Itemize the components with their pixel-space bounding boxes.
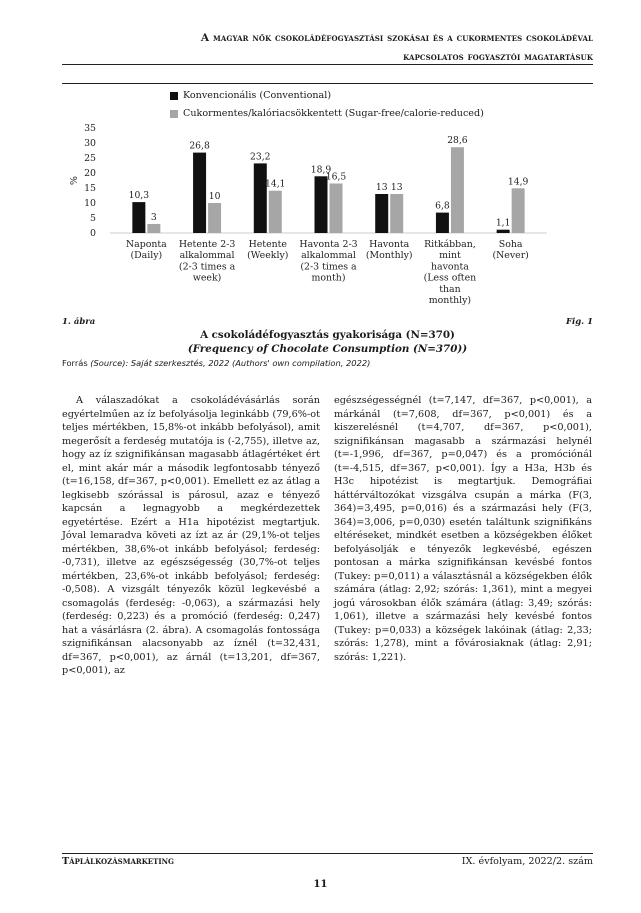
bar-sugar-free bbox=[147, 224, 160, 233]
x-tick-label: (2-3 times a bbox=[178, 261, 236, 273]
x-tick-label: Naponta bbox=[125, 239, 167, 250]
data-label: 13 bbox=[375, 182, 388, 193]
data-label: 10 bbox=[208, 191, 221, 202]
data-label: 18,9 bbox=[310, 164, 332, 176]
data-label: 14,1 bbox=[265, 178, 286, 190]
header-rule bbox=[62, 64, 593, 65]
x-tick-label: (Daily) bbox=[130, 250, 163, 262]
body-paragraph-right: egészségességnél (t=7,147, df=367, p<0,001), a márkánál (t=7,608, df=367, p<0,001) és a kiszerelésnél (t=4,707, df=367, p<0,001), szignifikánsan magasabb a származási helynél (t=-1,996, df=367, p=0,047) és a promóciónál (t=-4,515, df=367, p<0,001). Így a H3a, H3b és H3c hipotézist is megtartjuk. Demográfiai háttérváltozókat vizsgálva csupán a márka (F(3, 364)=3,495, p=0,016) és a származási hely (F(3, 364)=3,006, p=0,030) esetén találtunk szignifikáns eltéréseket, mindkét esetben a községekben élőket befolyásolják e tényezők legkevésbé, egészen pontosan a márka szignifikánsan kevésbé fontos (Tukey: p=0,011) a választásnál a községekben élők számára (átlag: 2,92; szórás: 1,361), mint a megyei jogú városokban élők számára (átlag: 3,49; szórás: 1,061), illetve a származási hely kevésbé fontos (Tukey: p=0,033) a községek lakóinak (átlag: 2,33; szórás: 1,278), mint a fővárosiaknak (átlag: 2,91; szórás: 1,221). bbox=[334, 395, 592, 663]
bar-sugar-free bbox=[269, 191, 282, 233]
bar-sugar-free bbox=[390, 194, 403, 233]
x-tick-label: month) bbox=[311, 272, 346, 284]
x-tick-label: (Never) bbox=[492, 250, 529, 262]
data-label: 28,6 bbox=[447, 135, 468, 147]
y-tick-label: 35 bbox=[84, 123, 96, 134]
bar-conventional bbox=[497, 230, 510, 233]
y-axis-label: % bbox=[69, 176, 80, 185]
x-tick-label: (2-3 times a bbox=[300, 261, 357, 273]
x-tick-label: alkalommal bbox=[301, 250, 356, 262]
body-paragraph-left: A válaszadókat a csokoládévásárlás során egyértelműen az íz befolyásolja leginkább (79,6%-ot teljes mértékben, 15,8%-ot inkább befolyásol), amit megerősít a ferdeség mutatója is (-2,755), illetve az, hogy az íz szignifikánsan magasabb átlagértéket ért el, mint akár már a második legfontosabb tényező (t=16,158, df=367, p<0,001). Emellett ez az átlag a legkisebb szórással is párosul, azaz e tényező kapcsán a legnagyobb a megkérdezettek egyetértése. Ezért a H1a hipotézist megtartjuk. Jóval lemaradva követi az ízt az ár (29,1%-ot teljes mértékben, 38,6%-ot inkább befolyásol; ferdeség: -0,731), illetve az egészségesség (30,7%-ot teljes mértékben, 23,6%-ot inkább befolyásol; ferdeség: -0,508). A vizsgált tényezők közül legkevésbé a csomagolás (ferdeség: -0,063), a származási hely (ferdeség: 0,223) és a promóció (ferdeség: 0,247) hat a vásárlásra (2. ábra). A csomagolás fontossága szignifikánsan alacsonyabb az íznél (t=32,431, df=367, p<0,001), az árnál (t=13,201, df=367, p<0,001), az bbox=[62, 395, 320, 676]
source-text: : Saját szerkesztés, 2022 (Authors' own compilation, 2022) bbox=[125, 358, 371, 368]
y-tick-label: 10 bbox=[84, 198, 96, 209]
header-rule-bottom bbox=[62, 83, 593, 84]
x-tick-label: alkalommal bbox=[179, 250, 235, 262]
y-tick-label: 30 bbox=[84, 138, 96, 149]
x-tick-label: Ritkábban, bbox=[424, 239, 476, 250]
legend-label-conventional: Konvencionális (Conventional) bbox=[183, 90, 332, 101]
y-tick-label: 25 bbox=[84, 153, 96, 164]
figure-title: A csokoládéfogyasztás gyakorisága (N=370) bbox=[200, 329, 455, 341]
header-title-line2: kapcsolatos fogyasztói magatartásuk bbox=[403, 51, 593, 63]
bar-sugar-free bbox=[208, 203, 221, 233]
data-label: 23,2 bbox=[250, 151, 271, 163]
body-column-left bbox=[62, 394, 320, 678]
data-label: 14,9 bbox=[507, 176, 529, 188]
figure-label: 1. ábra bbox=[62, 317, 96, 327]
source-prefix: Forrás bbox=[62, 358, 91, 368]
bar-conventional bbox=[132, 202, 145, 233]
x-tick-label: mint bbox=[439, 250, 461, 262]
page-number: 11 bbox=[313, 879, 328, 890]
figure-label-en: Fig. 1 bbox=[565, 317, 593, 327]
x-tick-label: (Weekly) bbox=[247, 250, 289, 262]
running-header bbox=[62, 31, 593, 65]
x-tick-label: Havonta bbox=[369, 239, 410, 250]
frequency-bar-chart bbox=[62, 120, 562, 315]
figure-title-en: (Frequency of Chocolate Consumption (N=370)) bbox=[187, 343, 468, 355]
issue-info: IX. évfolyam, 2022/2. szám bbox=[461, 856, 593, 867]
legend-item-conventional bbox=[170, 87, 484, 105]
x-tick-label: than bbox=[439, 283, 461, 295]
y-tick-label: 20 bbox=[84, 168, 96, 179]
x-tick-label: (Less often bbox=[423, 272, 477, 284]
source-en: (Source) bbox=[90, 358, 126, 368]
y-tick-label: 15 bbox=[84, 183, 96, 194]
bar-conventional bbox=[193, 153, 206, 233]
x-tick-label: week) bbox=[192, 272, 222, 284]
x-tick-label: havonta bbox=[430, 261, 469, 273]
header-title-line1: A magyar nők csokoládéfogyasztási szokásai és a cukormentes csokoládéval bbox=[200, 32, 593, 44]
bar-conventional bbox=[436, 213, 449, 233]
bar-sugar-free bbox=[451, 147, 464, 233]
legend-swatch-conventional bbox=[170, 92, 178, 100]
chart-legend bbox=[170, 87, 484, 123]
bar-conventional bbox=[375, 194, 388, 233]
data-label: 26,8 bbox=[189, 140, 210, 152]
bar-sugar-free bbox=[512, 188, 525, 233]
bar-conventional bbox=[315, 176, 328, 233]
data-label: 16,5 bbox=[325, 171, 347, 183]
data-label: 13 bbox=[390, 182, 403, 193]
bar-conventional bbox=[254, 163, 267, 233]
page-footer bbox=[62, 853, 593, 867]
data-label: 6,8 bbox=[435, 200, 450, 212]
x-tick-label: monthly) bbox=[428, 295, 472, 306]
data-label: 1,1 bbox=[495, 217, 511, 229]
figure-source bbox=[62, 358, 370, 368]
x-tick-label: Havonta 2-3 bbox=[299, 239, 358, 250]
figure-caption bbox=[62, 328, 593, 356]
data-label: 10,3 bbox=[128, 190, 150, 202]
body-column-right bbox=[334, 394, 592, 664]
x-tick-label: Soha bbox=[498, 239, 523, 250]
y-tick-label: 5 bbox=[90, 213, 96, 224]
data-label: 3 bbox=[150, 212, 157, 223]
x-tick-label: Hetente bbox=[248, 239, 287, 250]
y-tick-label: 0 bbox=[90, 228, 96, 239]
legend-swatch-sugar-free bbox=[170, 110, 178, 118]
x-tick-label: Hetente 2-3 bbox=[178, 239, 236, 250]
journal-name: Táplálkozásmarketing bbox=[62, 856, 174, 867]
x-tick-label: (Monthly) bbox=[365, 250, 413, 262]
bar-sugar-free bbox=[330, 184, 343, 234]
legend-label-sugar-free: Cukormentes/kalóriacsökkentett (Sugar-free/calorie-reduced) bbox=[183, 108, 484, 119]
